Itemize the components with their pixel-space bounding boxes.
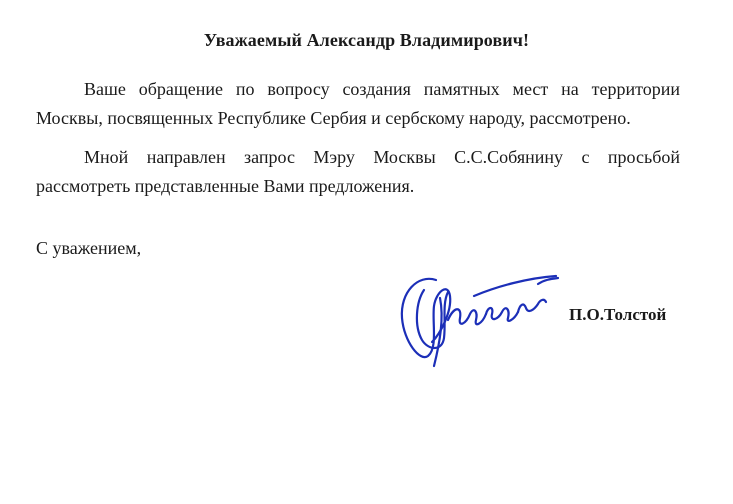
handwritten-signature-icon	[388, 262, 563, 370]
letter-paragraph-2	[36, 143, 680, 201]
closing-phrase: С уважением,	[36, 238, 142, 258]
signer-name: П.О.Толстой	[569, 305, 667, 324]
salutation-heading: Уважаемый Александр Владимирович!	[203, 30, 530, 50]
paragraph-text: Ваше обращение по вопросу создания памятных мест на территории Москвы, посвященных Республике Сербия и сербскому народу, рассмотрено.	[36, 79, 680, 128]
letter-paragraph-1	[36, 75, 680, 133]
paragraph-text: Мной направлен запрос Мэру Москвы С.С.Собянину с просьбой рассмотреть представленные Вами предложения.	[36, 147, 680, 196]
